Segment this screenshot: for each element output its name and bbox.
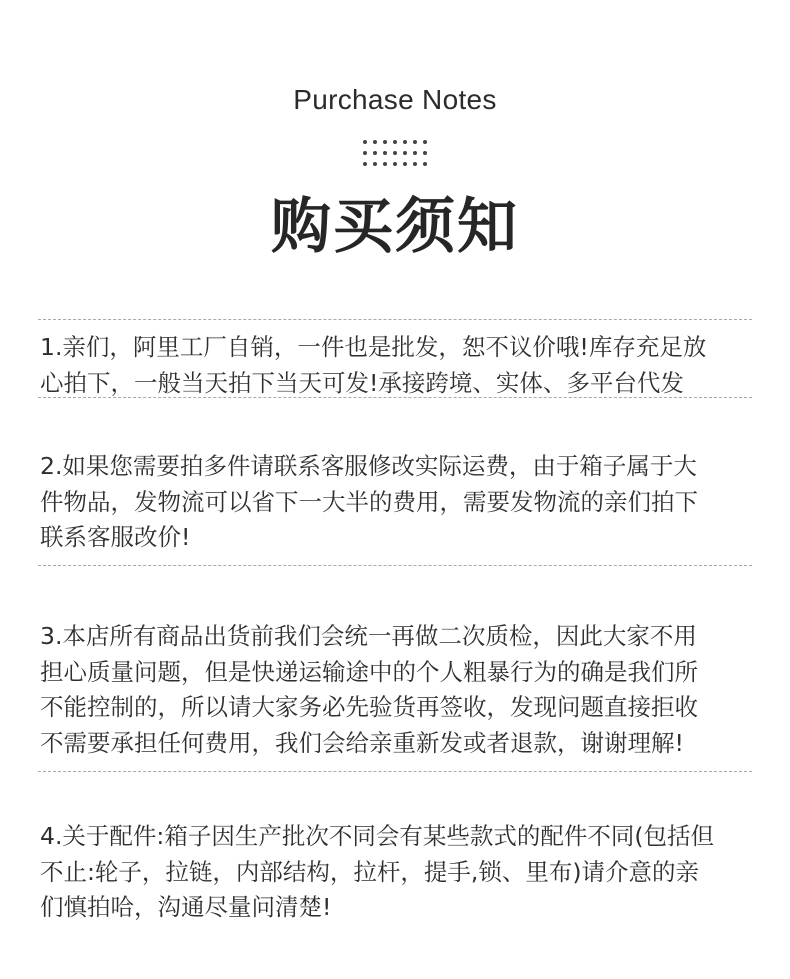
note-item-1: 1.亲们，阿里工厂自销，一件也是批发，恕不议价哦!库存充足放 心拍下，一般当天拍下当天可发!承接跨境、实体、多平台代发 bbox=[40, 333, 707, 397]
dashed-divider bbox=[38, 771, 752, 772]
dashed-divider bbox=[38, 319, 752, 320]
chinese-title: 购买须知 bbox=[271, 192, 519, 262]
english-title: Purchase Notes bbox=[293, 84, 497, 115]
note-item-3: 3.本店所有商品出货前我们会统一再做二次质检，因此大家不用 担心质量问题，但是快递运输途中的个人粗暴行为的确是我们所 不能控制的，所以请大家务必先验货再签收，发现问题直接拒收 不需要承担任何费用，我们会给亲重新发或者退款，谢谢理解! bbox=[40, 622, 698, 757]
dashed-divider bbox=[38, 397, 752, 398]
note-item-2: 2.如果您需要拍多件请联系客服修改实际运费，由于箱子属于大 件物品，发物流可以省下一大半的费用，需要发物流的亲们拍下 联系客服改价! bbox=[40, 452, 698, 551]
note-item-4: 4.关于配件:箱子因生产批次不同会有某些款式的配件不同(包括但 不止:轮子，拉链，内部结构，拉杆，提手,锁、里布)请介意的亲 们慎拍哈，沟通尽量问清楚! bbox=[40, 822, 715, 921]
dashed-divider bbox=[38, 565, 752, 566]
dot-grid-divider bbox=[363, 140, 429, 170]
